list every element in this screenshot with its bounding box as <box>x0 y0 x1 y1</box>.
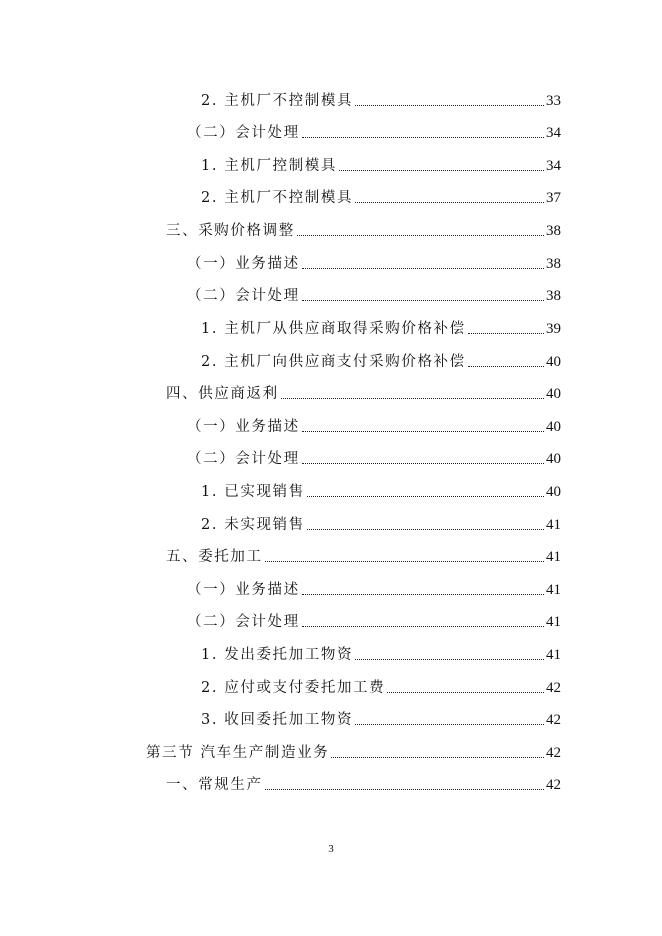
toc-entry-page: 38 <box>546 223 561 239</box>
dot-leader <box>281 398 544 399</box>
toc-entry-title: （二）会计处理 <box>187 125 300 141</box>
toc-entry[interactable] <box>166 545 561 569</box>
toc-entry-page: 42 <box>546 777 561 793</box>
toc-entry-page: 38 <box>546 288 561 304</box>
toc-entry[interactable] <box>187 252 561 276</box>
toc-entry[interactable] <box>201 89 561 113</box>
toc-entry-title: 2. 应付或支付委托加工费 <box>201 680 386 696</box>
dot-leader <box>302 463 544 464</box>
dot-leader <box>355 105 544 106</box>
toc-entry[interactable] <box>166 382 561 406</box>
dot-leader <box>355 659 544 660</box>
toc-entry-page: 42 <box>546 712 561 728</box>
dot-leader <box>302 626 544 627</box>
toc-entry[interactable] <box>201 480 561 504</box>
toc-entry-page: 40 <box>546 419 561 435</box>
toc-entry[interactable] <box>187 284 561 308</box>
toc-entry[interactable] <box>187 415 561 439</box>
toc-entry-title: 2. 未实现销售 <box>201 517 305 533</box>
toc-entry-page: 41 <box>546 582 561 598</box>
toc-entry-page: 41 <box>546 549 561 565</box>
toc-entry-title: 1. 已实现销售 <box>201 484 305 500</box>
toc-entry[interactable] <box>187 447 561 471</box>
toc-entry-title: 三、采购价格调整 <box>166 223 295 239</box>
toc-entry-title: 2. 主机厂向供应商支付采购价格补偿 <box>201 354 466 370</box>
dot-leader <box>302 594 544 595</box>
toc-entry-page: 38 <box>546 256 561 272</box>
toc-entry-page: 41 <box>546 647 561 663</box>
toc-entry[interactable] <box>201 676 561 700</box>
dot-leader <box>468 333 544 334</box>
toc-entry-title: 2. 主机厂不控制模具 <box>201 93 354 109</box>
toc-entry-title: 第三节 汽车生产制造业务 <box>146 745 330 761</box>
toc-entry-title: 四、供应商返利 <box>166 386 279 402</box>
toc-entry-title: （二）会计处理 <box>187 614 300 630</box>
toc-entry-title: 1. 主机厂控制模具 <box>201 158 337 174</box>
toc-entry[interactable] <box>201 186 561 210</box>
toc-entry[interactable] <box>146 741 561 765</box>
toc-entry[interactable] <box>201 317 561 341</box>
toc-entry-page: 40 <box>546 484 561 500</box>
toc-entry[interactable] <box>187 610 561 634</box>
toc-entry-page: 37 <box>546 190 561 206</box>
toc-entry[interactable] <box>187 121 561 145</box>
toc-entry[interactable] <box>187 578 561 602</box>
dot-leader <box>355 202 544 203</box>
toc-entry[interactable] <box>201 350 561 374</box>
toc-entry-page: 39 <box>546 321 561 337</box>
dot-leader <box>307 529 544 530</box>
toc-entry-page: 34 <box>546 125 561 141</box>
toc-entry-title: （二）会计处理 <box>187 288 300 304</box>
page-number: 3 <box>328 843 334 855</box>
dot-leader <box>265 561 544 562</box>
toc-entry-title: （一）业务描述 <box>187 256 300 272</box>
dot-leader <box>302 268 544 269</box>
dot-leader <box>355 724 544 725</box>
toc-entry-title: 1. 发出委托加工物资 <box>201 647 354 663</box>
dot-leader <box>307 496 544 497</box>
dot-leader <box>468 366 544 367</box>
toc-entry-title: 2. 主机厂不控制模具 <box>201 190 354 206</box>
toc-entry-page: 40 <box>546 354 561 370</box>
toc-entry[interactable] <box>201 154 561 178</box>
toc-entry-title: 一、常规生产 <box>166 777 263 793</box>
dot-leader <box>265 789 544 790</box>
dot-leader <box>302 300 544 301</box>
toc-entry-page: 40 <box>546 451 561 467</box>
dot-leader <box>302 431 544 432</box>
dot-leader <box>339 170 544 171</box>
toc-entry[interactable] <box>166 219 561 243</box>
toc-entry[interactable] <box>201 513 561 537</box>
toc-entry-title: （一）业务描述 <box>187 582 300 598</box>
toc-entry-page: 34 <box>546 158 561 174</box>
toc-entry-page: 41 <box>546 517 561 533</box>
toc-entry[interactable] <box>201 708 561 732</box>
toc-entry-page: 41 <box>546 614 561 630</box>
dot-leader <box>302 137 544 138</box>
toc-entry-title: （二）会计处理 <box>187 451 300 467</box>
toc-entry-page: 33 <box>546 93 561 109</box>
toc-entry[interactable] <box>166 773 561 797</box>
toc-entry-title: （一）业务描述 <box>187 419 300 435</box>
dot-leader <box>297 235 544 236</box>
dot-leader <box>331 757 544 758</box>
toc-entry-page: 42 <box>546 745 561 761</box>
toc-entry-page: 42 <box>546 680 561 696</box>
toc-entry[interactable] <box>201 643 561 667</box>
toc-entry-title: 五、委托加工 <box>166 549 263 565</box>
toc-entry-page: 40 <box>546 386 561 402</box>
toc-entry-title: 1. 主机厂从供应商取得采购价格补偿 <box>201 321 466 337</box>
toc-entry-title: 3. 收回委托加工物资 <box>201 712 354 728</box>
dot-leader <box>387 692 544 693</box>
